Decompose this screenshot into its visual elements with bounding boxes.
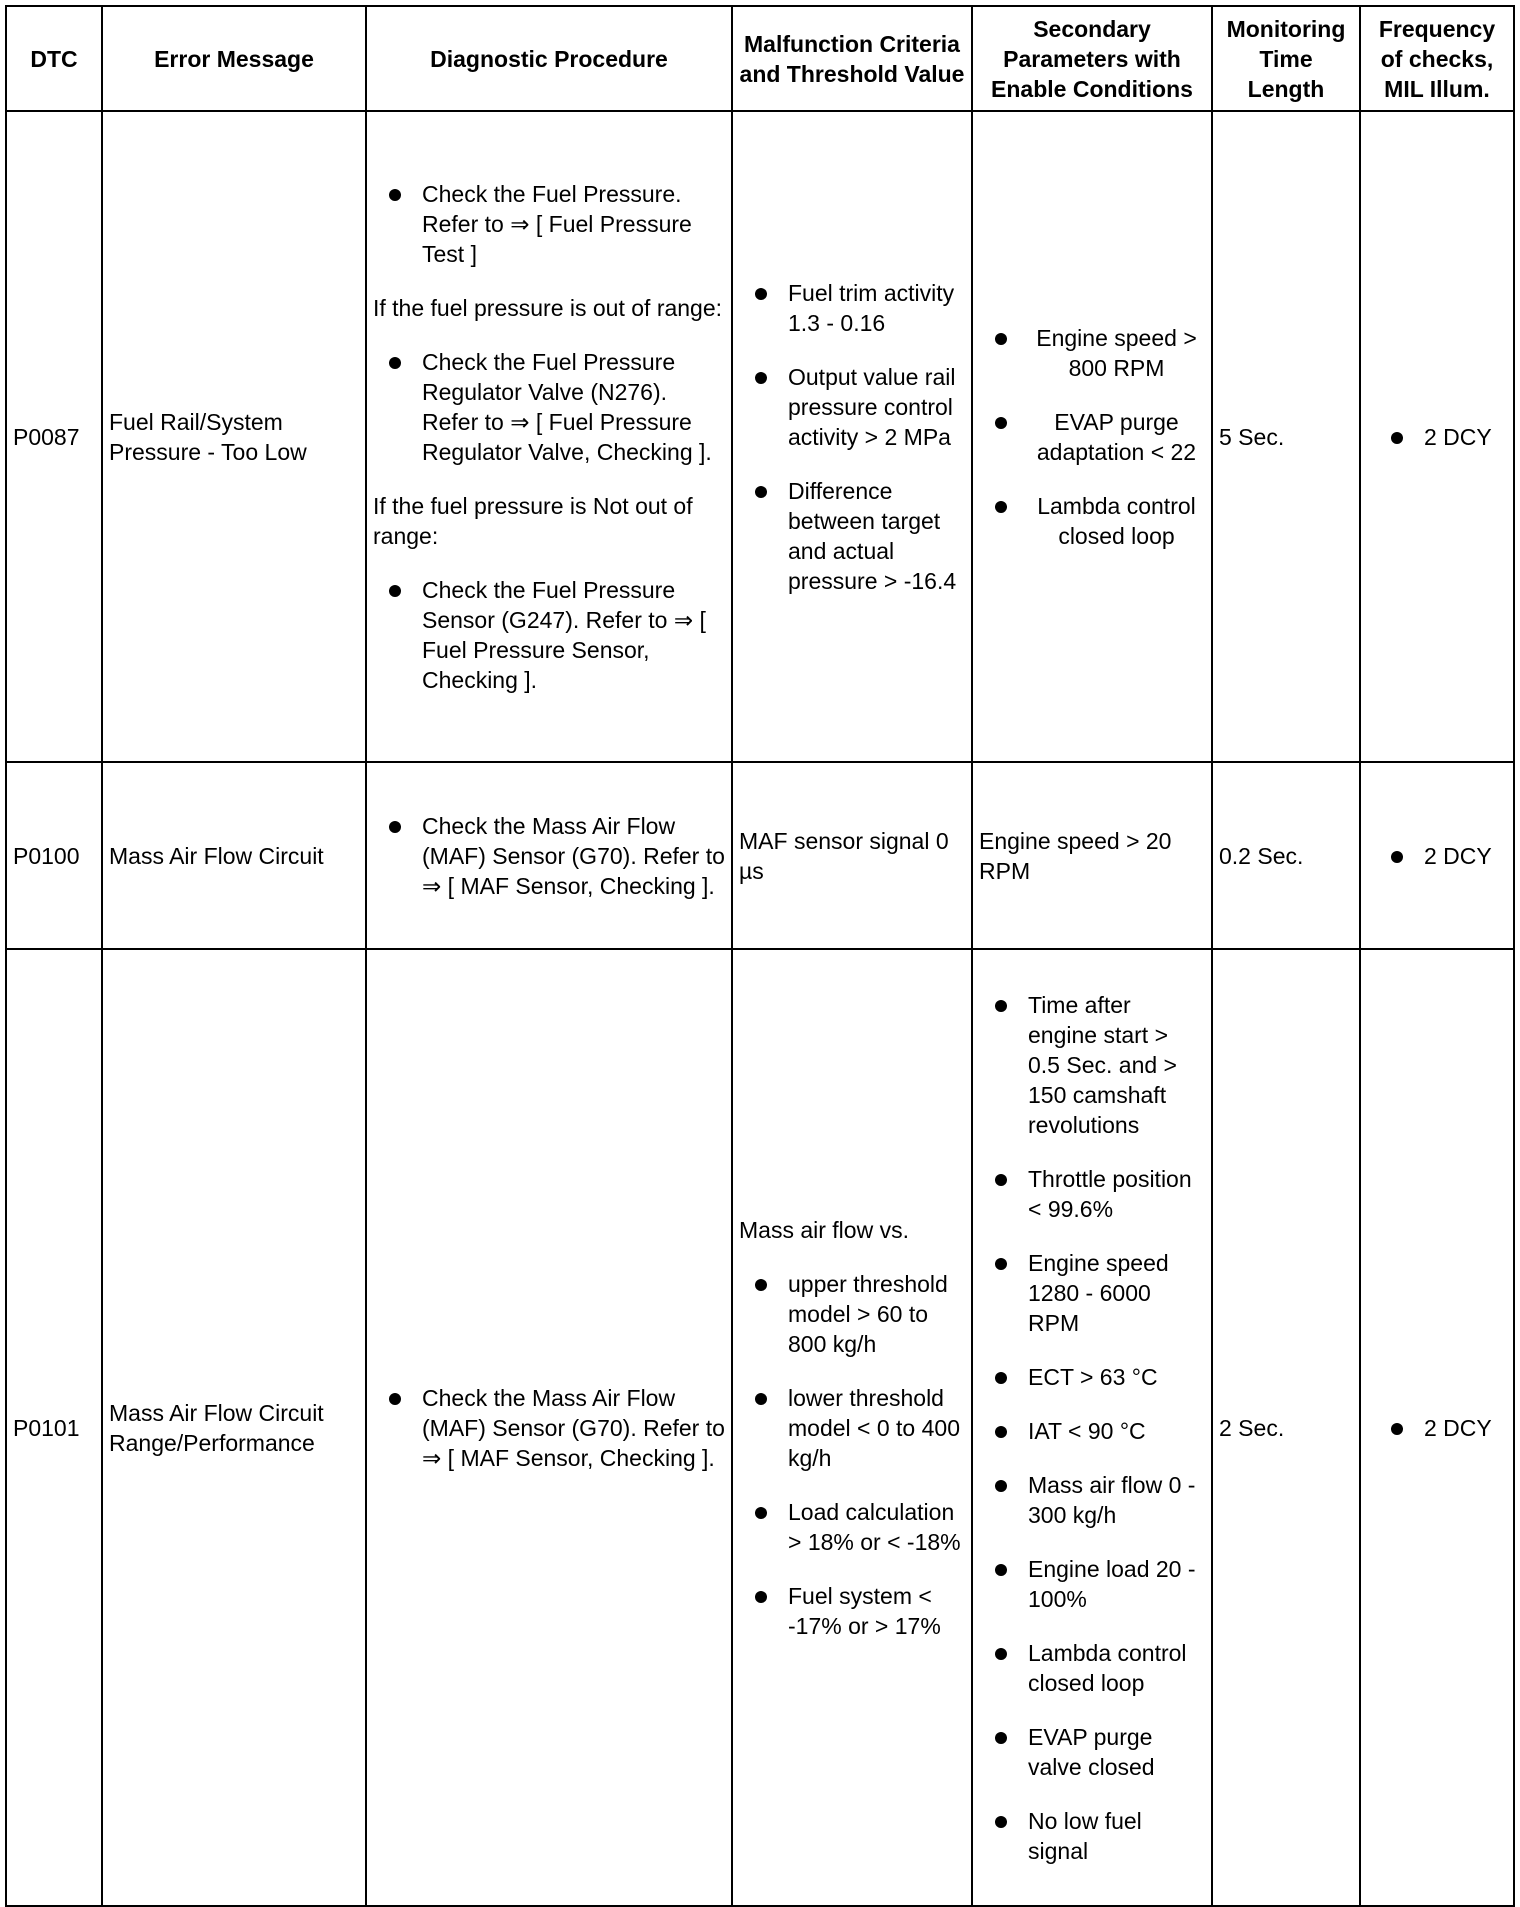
procedure-condition: If the fuel pressure is out of range: [373, 294, 723, 321]
frequency [1360, 111, 1514, 762]
criteria-item: Difference between target and actual pressure > -16.4 [739, 476, 965, 596]
procedure-step: Check the Fuel Pressure Sensor (G247). Refer to ⇒ [ Fuel Pressure Sensor, Checking ]. [373, 575, 725, 695]
frequency-item: 2 DCY [1375, 1413, 1507, 1443]
dtc-table [5, 5, 1515, 1907]
header-malfunction-criteria: Malfunction Criteria and Threshold Value [732, 6, 972, 111]
diagnostic-procedure [366, 762, 732, 949]
secondary-list [979, 990, 1205, 1866]
criteria-list [739, 278, 965, 596]
secondary-item: Lambda control closed loop [979, 491, 1205, 551]
criteria-item: Fuel system < -17% or > 17% [739, 1581, 965, 1641]
monitoring-time: 2 Sec. [1212, 949, 1360, 1906]
monitoring-time: 5 Sec. [1212, 111, 1360, 762]
procedure-step: Check the Mass Air Flow (MAF) Sensor (G70). Refer to ⇒ [ MAF Sensor, Checking ]. [373, 1383, 725, 1473]
secondary-item: IAT < 90 °C [979, 1416, 1205, 1446]
procedure-list [373, 179, 725, 269]
procedure-list [373, 811, 725, 901]
dtc-code: P0087 [6, 111, 102, 762]
dtc-code: P0101 [6, 949, 102, 1906]
diagnostic-procedure [366, 111, 732, 762]
secondary-item: ECT > 63 °C [979, 1362, 1205, 1392]
malfunction-criteria: MAF sensor signal 0 µs [732, 762, 972, 949]
header-row [6, 6, 1514, 111]
table-row [6, 949, 1514, 1906]
secondary-item: Engine load 20 - 100% [979, 1554, 1205, 1614]
secondary-item: Engine speed > 800 RPM [979, 323, 1205, 383]
secondary-parameters [972, 111, 1212, 762]
secondary-item: Engine speed 1280 - 6000 RPM [979, 1248, 1205, 1338]
dtc-code: P0100 [6, 762, 102, 949]
frequency-item: 2 DCY [1375, 422, 1507, 452]
secondary-item: Mass air flow 0 - 300 kg/h [979, 1470, 1205, 1530]
secondary-list [979, 323, 1205, 551]
malfunction-criteria [732, 111, 972, 762]
frequency-item: 2 DCY [1375, 841, 1507, 871]
criteria-list [739, 1269, 965, 1641]
table-header [6, 6, 1514, 111]
frequency-list [1375, 1413, 1507, 1443]
table-row [6, 111, 1514, 762]
table-row [6, 762, 1514, 949]
secondary-item: EVAP purge adaptation < 22 [979, 407, 1205, 467]
frequency [1360, 762, 1514, 949]
error-message: Mass Air Flow Circuit [102, 762, 366, 949]
procedure-list [373, 347, 725, 467]
header-secondary-parameters: Secondary Parameters with Enable Conditions [972, 6, 1212, 111]
diagnostic-procedure [366, 949, 732, 1906]
monitoring-time: 0.2 Sec. [1212, 762, 1360, 949]
criteria-item: Output value rail pressure control activity > 2 MPa [739, 362, 965, 452]
secondary-parameters [972, 949, 1212, 1906]
secondary-item: Throttle position < 99.6% [979, 1164, 1205, 1224]
procedure-condition: If the fuel pressure is Not out of range: [373, 492, 693, 549]
secondary-item: No low fuel signal [979, 1806, 1205, 1866]
procedure-list [373, 1383, 725, 1473]
header-error-message: Error Message [102, 6, 366, 111]
error-message: Fuel Rail/System Pressure - Too Low [102, 111, 366, 762]
header-monitoring-time: Monitoring Time Length [1212, 6, 1360, 111]
secondary-parameters: Engine speed > 20 RPM [972, 762, 1212, 949]
header-dtc: DTC [6, 6, 102, 111]
criteria-intro: Mass air flow vs. [739, 1216, 909, 1243]
procedure-list [373, 575, 725, 695]
criteria-item: upper threshold model > 60 to 800 kg/h [739, 1269, 965, 1359]
criteria-item: Load calculation > 18% or < -18% [739, 1497, 965, 1557]
criteria-item: lower threshold model < 0 to 400 kg/h [739, 1383, 965, 1473]
frequency-list [1375, 422, 1507, 452]
procedure-step: Check the Fuel Pressure. Refer to ⇒ [ Fuel Pressure Test ] [373, 179, 725, 269]
secondary-item: Lambda control closed loop [979, 1638, 1205, 1698]
procedure-step: Check the Mass Air Flow (MAF) Sensor (G70). Refer to ⇒ [ MAF Sensor, Checking ]. [373, 811, 725, 901]
frequency-list [1375, 841, 1507, 871]
secondary-item: EVAP purge valve closed [979, 1722, 1205, 1782]
header-frequency: Frequency of checks, MIL Illum. [1360, 6, 1514, 111]
secondary-item: Time after engine start > 0.5 Sec. and > 150 camshaft revolutions [979, 990, 1205, 1140]
header-diagnostic-procedure: Diagnostic Procedure [366, 6, 732, 111]
malfunction-criteria [732, 949, 972, 1906]
frequency [1360, 949, 1514, 1906]
procedure-step: Check the Fuel Pressure Regulator Valve (N276). Refer to ⇒ [ Fuel Pressure Regulator Valve, Checking ]. [373, 347, 725, 467]
criteria-item: Fuel trim activity 1.3 - 0.16 [739, 278, 965, 338]
error-message: Mass Air Flow Circuit Range/Performance [102, 949, 366, 1906]
